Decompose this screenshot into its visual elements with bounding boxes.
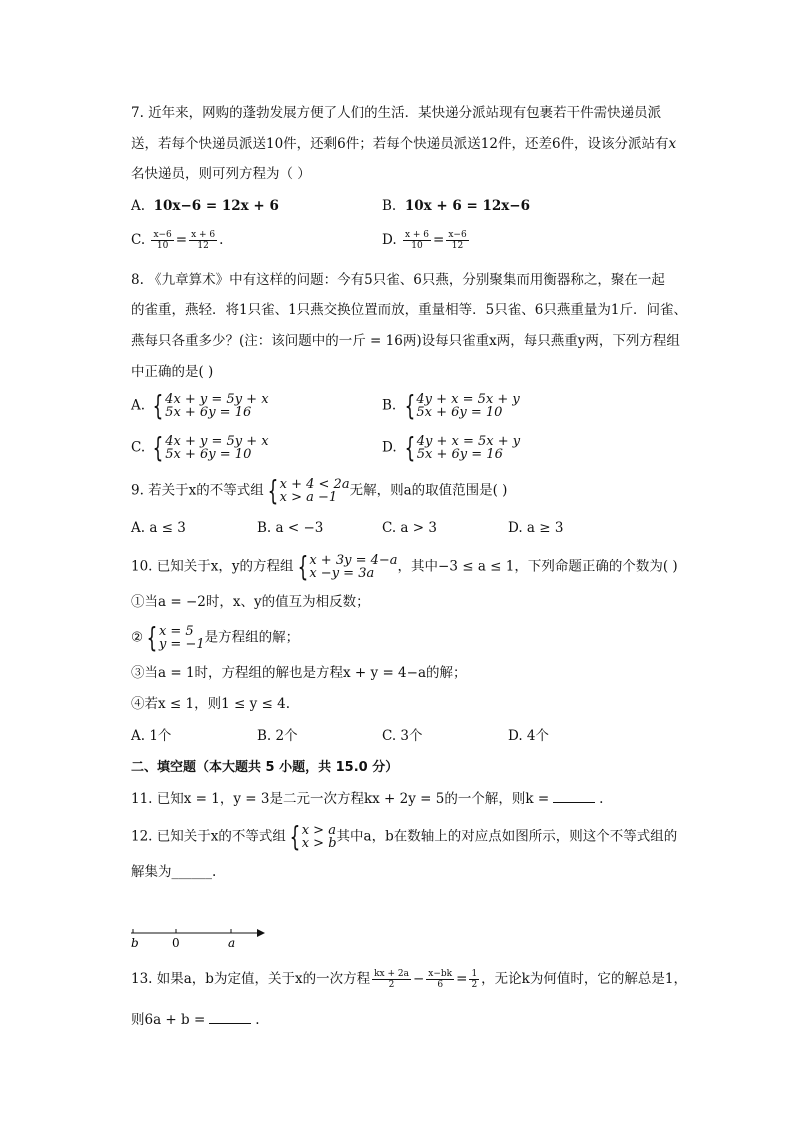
q8-option-a[interactable] [131,389,269,422]
solution-row: x = 5 [158,624,194,639]
q9-option-a[interactable]: A. a ≤ 3 [131,520,186,536]
option-label: C. [131,439,146,456]
q7-line3: 名快递员，则可列方程为（ ） [131,166,311,182]
equals-sign: = [456,971,468,987]
q10-stem [131,550,678,583]
option-label: D. [382,439,397,456]
solution-system [143,621,205,654]
numerator: x + 6 [191,230,216,240]
q12-post: 其中a，b在数轴上的对应点如图所示，则这个不等式组的 [336,828,678,845]
equation-system [401,389,520,422]
numerator: 1 [471,969,478,979]
section-heading: 二、填空题（本大题共 5 小题，共 15.0 分） [131,760,399,775]
answer-blank[interactable] [209,1023,251,1024]
numerator: x−bk [428,969,453,979]
brace: { [153,431,164,464]
brace: { [404,389,415,422]
label-b: b [131,936,139,950]
q13-line2 [131,1010,260,1030]
denominator: 2 [471,980,478,990]
number-line [131,925,271,955]
statement-text: 是方程组的解； [204,629,300,646]
q10-pre: 10. 已知关于x，y的方程组 [131,558,294,575]
equation-row: 5x + 6y = 10 [416,405,503,420]
equation-row: 4y + x = 5x + y [416,392,520,407]
denominator: 10 [156,241,169,251]
numerator: x + 6 [404,230,430,240]
equation-row: x + 3y = 4−a [309,553,398,568]
inequality-system [264,474,350,507]
fraction [403,230,431,251]
inequality-row: x > b [301,836,337,851]
denominator: 10 [411,241,423,251]
period: . [219,232,224,248]
q10-option-c[interactable]: C. 3个 [382,728,423,744]
equation-row: 4y + x = 5x + y [416,434,521,449]
q7-line2-text: 送，若每个快递员派送10件，还剩6件；若每个快递员派送12件，还差6件，设该分派站有 [131,136,669,152]
q7-option-c[interactable]: C. $\frac{x-6}{10}$ = $\frac{x + 6}{12}$ . [131,230,224,251]
option-label: D. [382,232,397,248]
q10-statement-4: ④若x ≤ 1，则1 ≤ y ≤ 4. [131,696,290,712]
q13-line2-text: 则6a + b = [131,1012,206,1028]
label-0: 0 [172,936,180,950]
denominator: 6 [437,980,444,990]
brace: { [404,431,416,464]
equation-system [294,550,398,583]
q13-pre: 13. 如果a，b为定值，关于x的一次方程 [131,971,371,987]
q7-line2-var: x [668,136,677,152]
arrow-head [257,929,265,937]
equation-row: 4x + y = 5y + x [165,392,269,407]
q11-text: 11. 已知x = 1，y = 3是二元一次方程kx + 2y = 5的一个解，则k = [131,791,550,807]
numerator: kx + 2a [374,969,409,979]
q13-tail: . [255,1012,260,1028]
inequality-row: x > a −1 [279,490,338,505]
q7-option-d[interactable]: D. $\frac{x + 6}{10}$ = $\frac{x-6}{12}$ [382,230,467,251]
option-text: 10x−6 = 12x + 6 [153,198,279,214]
fraction [189,230,217,251]
q7-line1: 7. 近年来，网购的蓬勃发展方便了人们的生活．某快递分派站现有包裹若干件需快递员派 [131,105,662,121]
q13-post: ，无论k为何值时，它的解总是1， [481,971,687,987]
equation-row: 5x + 6y = 10 [165,447,252,462]
q9-option-c[interactable]: C. a > 3 [382,520,437,536]
option-label: B. [382,397,397,414]
q9-stem [131,474,508,507]
brace: { [267,474,279,507]
fraction [372,969,411,990]
statement-number: ② [131,629,144,646]
q11-tail: . [599,791,604,807]
q8-line3: 燕每只各重多少？(注：该问题中的一斤 = 16两)设每只雀重x两，每只燕重y两，下列方程组 [131,333,680,349]
q9-option-d[interactable]: D. a ≥ 3 [508,520,564,536]
denominator: 2 [388,980,395,990]
equation-row: x −y = 3a [309,566,375,581]
fraction [426,969,454,990]
inequality-row: x + 4 < 2a [279,477,350,492]
q8-line2: 的雀重，燕轻．将1只雀、1只燕交换位置而放，重量相等．5只雀、6只燕重量为1斤．问雀、 [131,302,687,318]
q9-post: 无解，则a的取值范围是( ) [349,482,508,499]
inequality-system [286,820,337,853]
q12-stem [131,820,678,853]
option-label: A. [131,397,146,414]
q8-option-d[interactable] [382,431,521,464]
equation-system [401,431,521,464]
denominator: 12 [451,241,464,251]
q11-stem [131,789,603,809]
q10-option-d[interactable]: D. 4个 [508,728,550,744]
brace: { [297,550,308,583]
q10-post: ，其中−3 ≤ a ≤ 1，下列命题正确的个数为( ) [397,558,678,575]
option-label: B. [382,198,397,214]
q8-line4: 中正确的是( ) [131,364,214,380]
brace: { [289,820,301,853]
q7-line2 [131,134,676,154]
denominator: 12 [197,241,209,251]
brace: { [152,389,164,422]
q8-line1: 8. 《九章算术》中有这样的问题：今有5只雀、6只燕，分别聚集而用衡器称之，聚在一起 [131,272,665,288]
q9-option-b[interactable]: B. a < −3 [257,520,324,536]
q10-statement-3: ③当a = 1时，方程组的解也是方程x + y = 4−a的解； [131,665,467,681]
q7-option-b[interactable] [382,196,530,216]
q10-option-a[interactable]: A. 1个 [131,728,172,744]
q10-statement-1: ①当a = −2时，x、y的值互为相反数； [131,594,370,610]
option-label: A. [131,198,146,214]
q8-option-c[interactable] [131,431,269,464]
equation-system [149,431,269,464]
q10-option-b[interactable]: B. 2个 [257,728,298,744]
option-label: C. [131,232,146,248]
q10-statement-2 [131,621,300,654]
inequality-row: x > a [301,823,336,838]
q8-option-b[interactable] [382,389,520,422]
equation-row: 4x + y = 5y + x [165,434,269,449]
minus-sign: − [412,971,425,987]
equation-row: 5x + 6y = 16 [416,447,503,462]
label-a: a [228,936,236,950]
q12-pre: 12. 已知关于x的不等式组 [131,828,286,845]
numerator: x−6 [153,230,172,240]
numerator: x−6 [448,230,467,240]
brace: { [146,621,158,654]
q13-stem [131,969,687,990]
equation-system [149,389,269,422]
fraction [469,969,479,990]
q7-option-a[interactable] [131,196,279,216]
equation-row: 5x + 6y = 16 [165,405,252,420]
q12-line2: 解集为______. [131,864,217,880]
solution-row: y = −1 [158,637,205,652]
q9-pre: 9. 若关于x的不等式组 [131,482,264,499]
option-text: 10x + 6 = 12x−6 [404,198,531,214]
answer-blank[interactable] [553,802,595,803]
fraction [446,230,468,251]
fraction [151,230,173,251]
